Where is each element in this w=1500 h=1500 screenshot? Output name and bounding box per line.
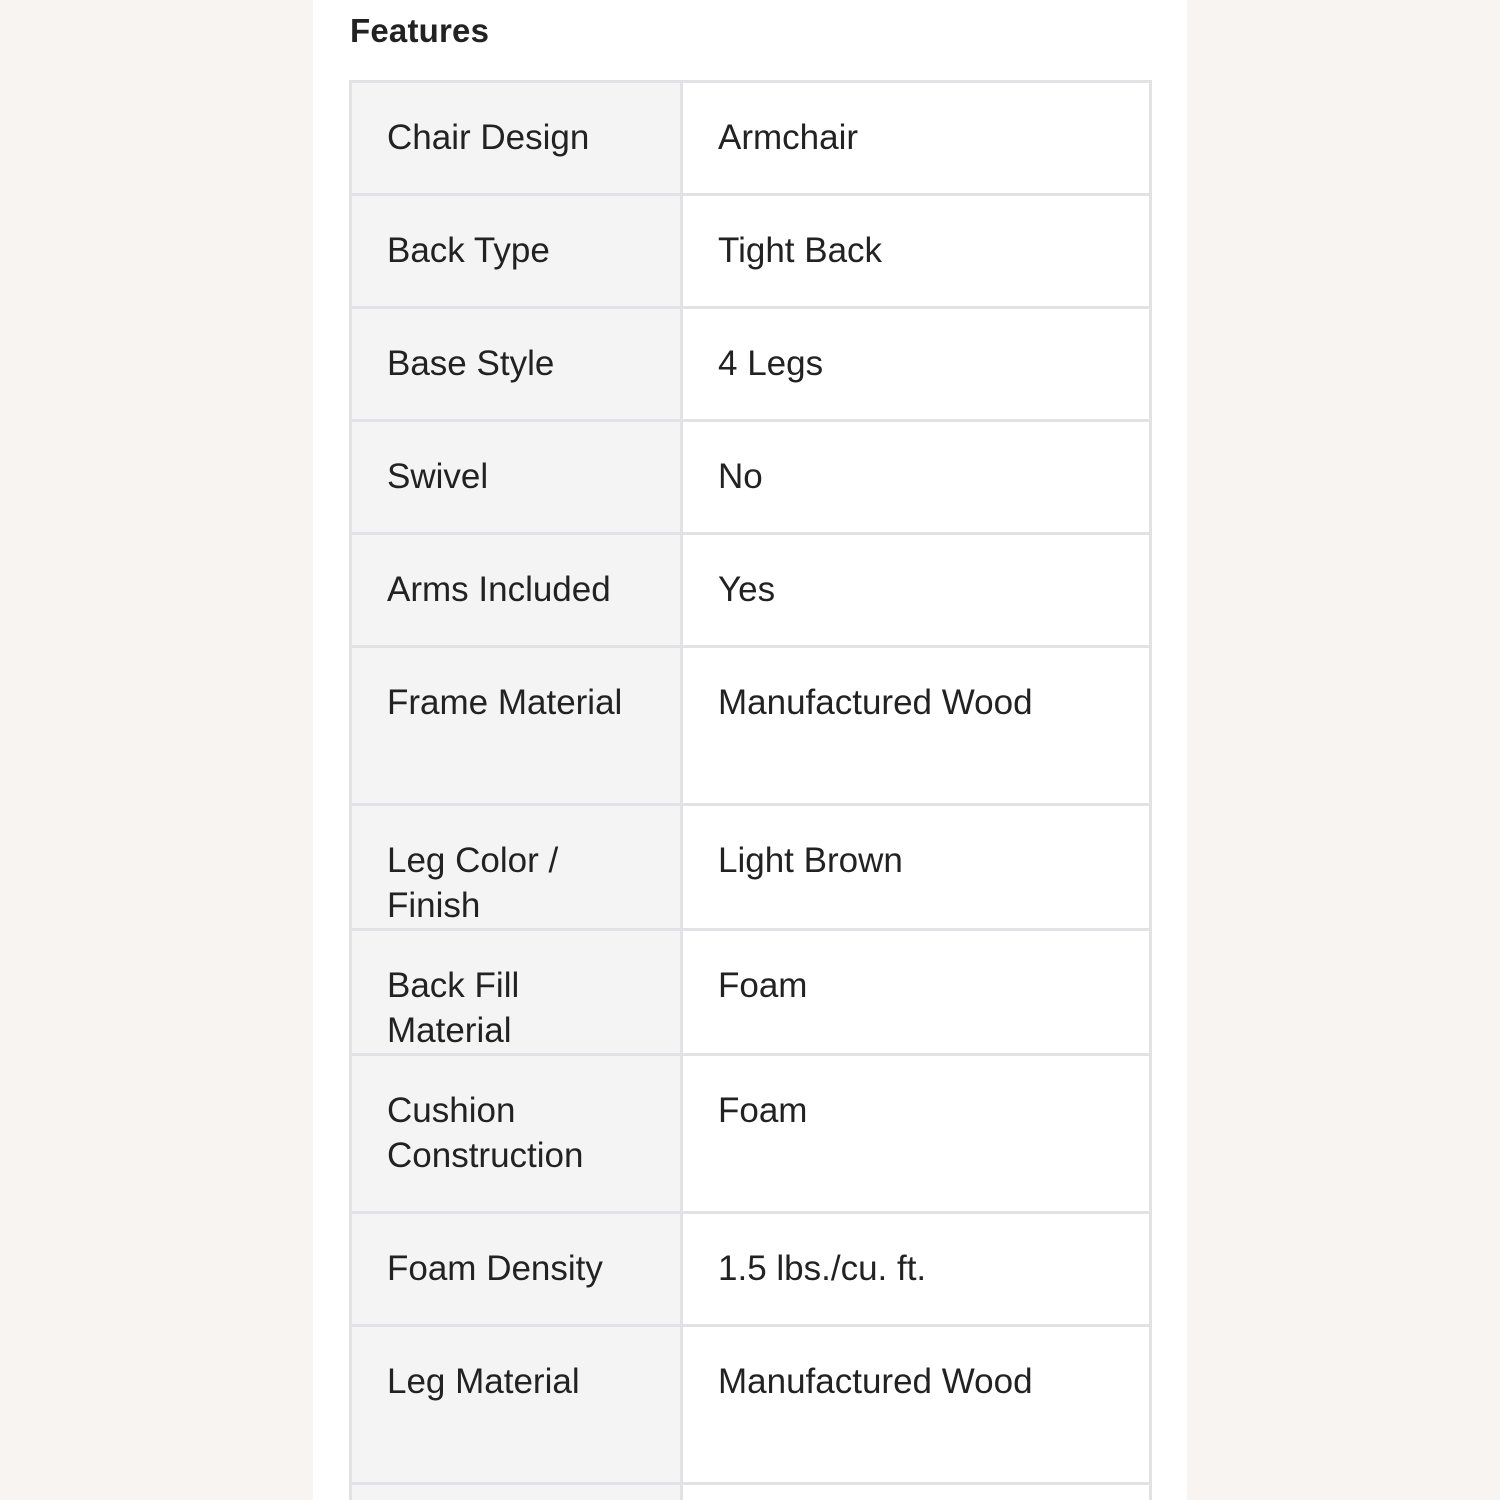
feature-label	[351, 1484, 682, 1500]
feature-value: Tight Back	[682, 195, 1151, 308]
feature-label: Back Type	[351, 195, 682, 308]
feature-label: Base Style	[351, 308, 682, 421]
features-panel	[313, 0, 1187, 1500]
section-title: Features	[350, 12, 490, 49]
feature-value: Armchair	[682, 82, 1151, 195]
feature-label: Chair Design	[351, 82, 682, 195]
table-row	[351, 421, 1151, 534]
feature-label: Leg Color / Finish	[351, 805, 682, 930]
feature-value: Manufactured Wood	[682, 647, 1151, 805]
feature-value: 4 Legs	[682, 308, 1151, 421]
feature-value: Light Brown	[682, 805, 1151, 930]
feature-value: Foam	[682, 1055, 1151, 1213]
feature-label: Swivel	[351, 421, 682, 534]
table-row	[351, 647, 1151, 805]
feature-value: Foam	[682, 930, 1151, 1055]
table-row	[351, 805, 1151, 930]
feature-label: Frame Material	[351, 647, 682, 805]
table-row	[351, 930, 1151, 1055]
features-table	[349, 80, 1152, 1500]
feature-label: Cushion Construction	[351, 1055, 682, 1213]
feature-label: Leg Material	[351, 1326, 682, 1484]
feature-label: Foam Density	[351, 1213, 682, 1326]
feature-label: Arms Included	[351, 534, 682, 647]
table-row	[351, 1484, 1151, 1500]
table-row	[351, 82, 1151, 195]
feature-value	[682, 1484, 1151, 1500]
table-row	[351, 1326, 1151, 1484]
table-row	[351, 195, 1151, 308]
table-row	[351, 308, 1151, 421]
table-row	[351, 534, 1151, 647]
feature-value: 1.5 lbs./cu. ft.	[682, 1213, 1151, 1326]
feature-value: No	[682, 421, 1151, 534]
feature-value: Manufactured Wood	[682, 1326, 1151, 1484]
feature-value: Yes	[682, 534, 1151, 647]
table-row	[351, 1213, 1151, 1326]
feature-label: Back Fill Material	[351, 930, 682, 1055]
table-row	[351, 1055, 1151, 1213]
